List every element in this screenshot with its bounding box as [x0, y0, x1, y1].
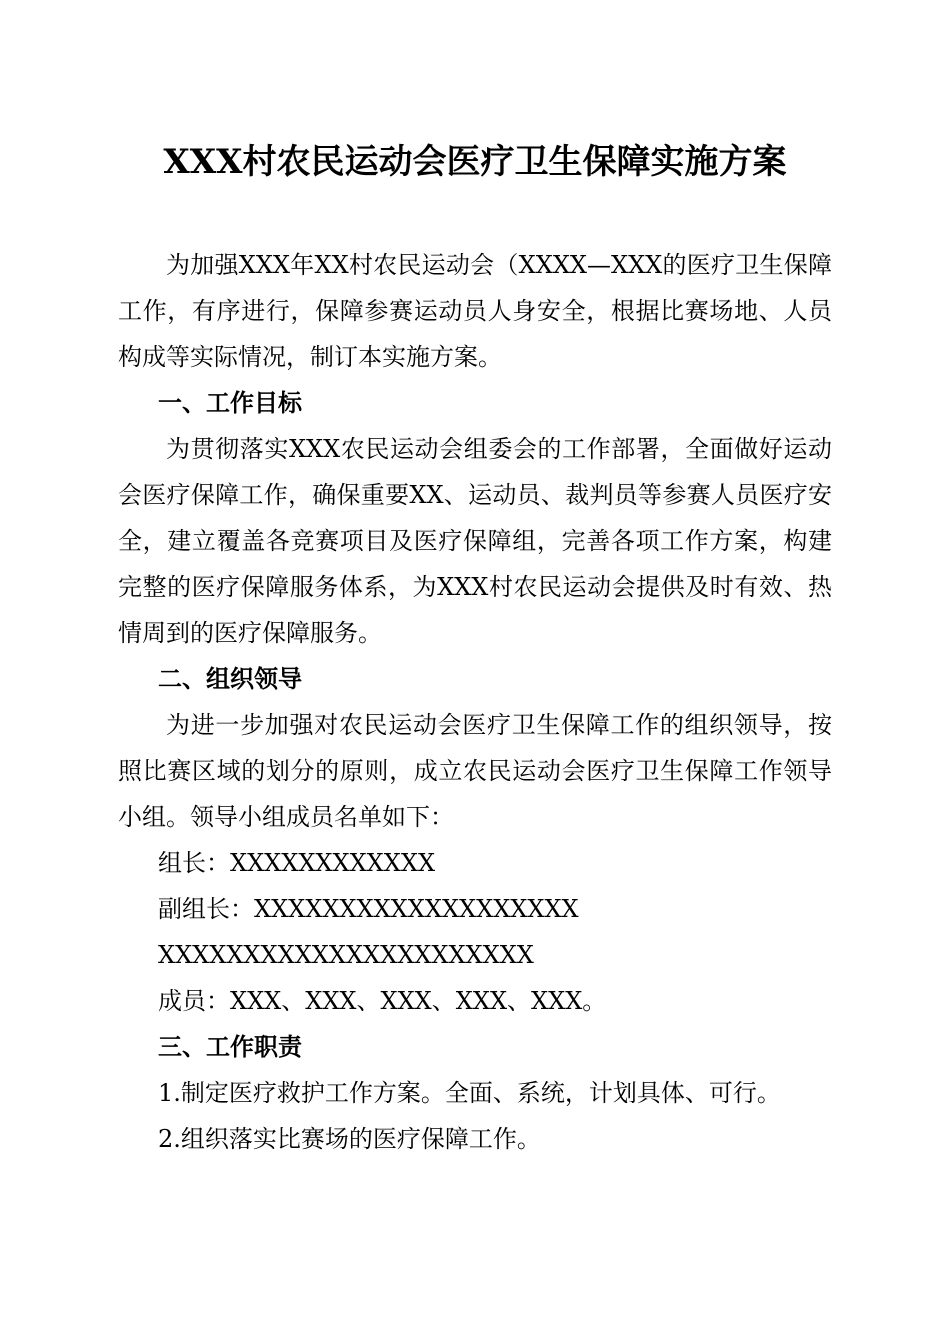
section-heading-duties: 三、工作职责 [158, 1033, 302, 1061]
leader-line: 组长：XXXXXXXXXXXX [158, 849, 436, 877]
section-heading-organization: 二、组织领导 [158, 665, 302, 693]
deputy-continued-line: XXXXXXXXXXXXXXXXXXXXXX [158, 941, 534, 969]
members-line: 成员：XXX、XXX、XXX、XXX、XXX。 [158, 987, 607, 1015]
intro-paragraph: 为加强XXX年XX村农民运动会（XXXX—XXX的医疗卫生保障工作，有序进行，保障参赛运动员人身安全，根据比赛场地、人员构成等实际情况，制订本实施方案。 [118, 251, 832, 371]
goals-paragraph: 为贯彻落实XXX农民运动会组委会的工作部署，全面做好运动会医疗保障工作，确保重要XX、运动员、裁判员等参赛人员医疗安全，建立覆盖各竞赛项目及医疗保障组，完善各项工作方案，构建完整的医疗保障服务体系，为XXX村农民运动会提供及时有效、热情周到的医疗保障服务。 [118, 435, 832, 647]
organization-paragraph: 为进一步加强对农民运动会医疗卫生保障工作的组织领导，按照比赛区域的划分的原则，成立农民运动会医疗卫生保障工作领导小组。领导小组成员名单如下： [118, 711, 832, 831]
document-title: XXX村农民运动会医疗卫生保障实施方案 [163, 142, 787, 182]
duty-item-1: 1.制定医疗救护工作方案。全面、系统，计划具体、可行。 [158, 1079, 781, 1107]
section-heading-goals: 一、工作目标 [158, 389, 302, 417]
duty-item-2: 2.组织落实比赛场的医疗保障工作。 [158, 1125, 541, 1153]
deputy-line: 副组长：XXXXXXXXXXXXXXXXXXX [158, 895, 579, 923]
